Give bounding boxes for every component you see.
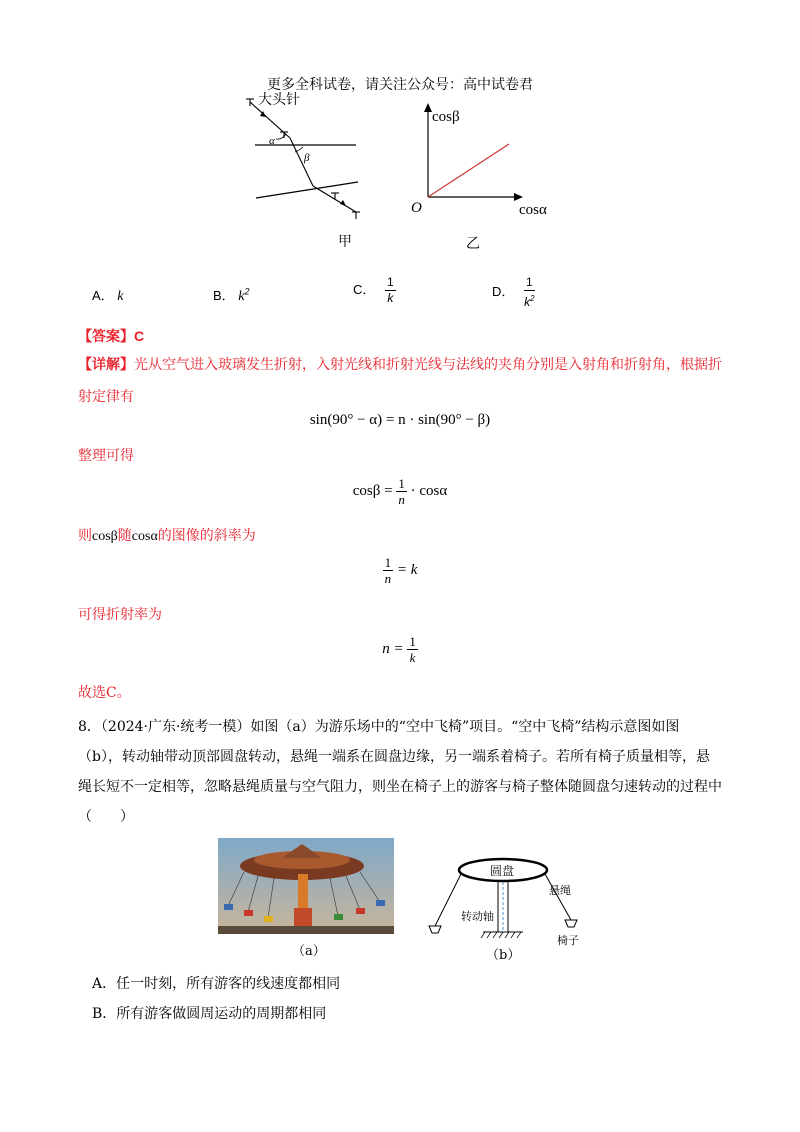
x-axis-label: cosα	[519, 202, 547, 218]
data-line	[428, 144, 509, 197]
option-a-value: k	[117, 289, 124, 304]
question-8-line1: 8．（2024·广东·统考一模）如图（a）为游乐场中的“空中飞椅”项目。“空中飞椅”结构示意图如图	[78, 719, 680, 735]
origin-label: O	[411, 200, 422, 216]
fig-yi-caption: 乙	[466, 235, 480, 250]
glass-bottom-surface	[256, 182, 358, 198]
option-d[interactable]	[492, 275, 535, 310]
step-slope: 则cosβ随cosα的图像的斜率为	[78, 528, 256, 544]
option-c-letter: C．	[353, 281, 376, 297]
rope-label: 悬绳	[549, 885, 571, 897]
question-8-line2: （b），转动轴带动顶部圆盘转动，悬绳一端系在圆盘边缘，另一端系着椅子。若所有椅子质量相等，悬	[78, 749, 710, 765]
swing-ride-photo	[218, 838, 394, 934]
q8-option-b[interactable]: B．所有游客做圆周运动的周期都相同	[92, 1006, 327, 1022]
option-c[interactable]	[353, 275, 396, 306]
chair-label: 椅子	[557, 935, 579, 947]
option-b-value: k	[238, 289, 245, 304]
option-d-fraction: $\frac{1}{k^2}$	[524, 275, 535, 309]
chair-left-icon	[429, 926, 441, 933]
option-b[interactable]	[213, 285, 250, 305]
diagram-caption-b: （b）	[486, 948, 521, 963]
equation-snell: sin(90° − α) = n · sin(90° − β)	[309, 412, 491, 428]
q8-option-a[interactable]: A．任一时刻，所有游客的线速度都相同	[92, 976, 341, 992]
disc-label: 圆盘	[490, 864, 515, 878]
option-d-letter: D．	[492, 283, 515, 299]
step-index: 可得折射率为	[78, 607, 162, 623]
chair-right-icon	[565, 920, 577, 927]
y-axis-label: cosβ	[432, 109, 460, 125]
figure-jia	[240, 92, 380, 252]
question-8-line3: 绳长短不一定相等，忽略悬绳质量与空气阻力，则坐在椅子上的游客与椅子整体随圆盘匀速转动的过程中	[78, 779, 722, 795]
step-rearrange: 整理可得	[78, 448, 134, 464]
option-b-exponent: 2	[244, 286, 250, 297]
detail-paragraph	[78, 352, 738, 379]
conclusion: 故选C。	[78, 685, 131, 701]
answer-label: 【答案】C	[78, 328, 145, 344]
option-c-fraction: $\frac{1}{k}$	[387, 275, 394, 305]
page-header: 更多全科试卷，请关注公众号：高中试卷君	[267, 77, 533, 93]
question-8-line4: （ ）	[78, 809, 134, 825]
pin-label: 大头针	[258, 92, 300, 107]
detail-text-cont: 射定律有	[78, 389, 134, 405]
alpha-label: α	[269, 135, 275, 147]
option-a[interactable]	[92, 285, 124, 305]
fig-jia-caption: 甲	[338, 233, 352, 249]
beta-label: β	[304, 152, 310, 164]
detail-text: 光从空气进入玻璃发生折射，入射光线和折射光线与法线的夹角分别是入射角和折射角，根据折	[134, 357, 722, 373]
option-b-letter: B．	[213, 288, 235, 303]
option-a-letter: A．	[92, 288, 114, 303]
equation-slope: $\frac{1}{n}$ = k	[384, 555, 418, 586]
equation-cos-relation: cosβ = $\frac{1}{n}$ · cosα	[352, 476, 448, 507]
axis-label: 转动轴	[461, 911, 494, 923]
photo-caption-a: （a）	[292, 944, 326, 959]
equation-index: n = $\frac{1}{k}$	[382, 634, 416, 665]
figure-yi	[405, 100, 565, 250]
detail-tag: 【详解】	[78, 357, 134, 373]
